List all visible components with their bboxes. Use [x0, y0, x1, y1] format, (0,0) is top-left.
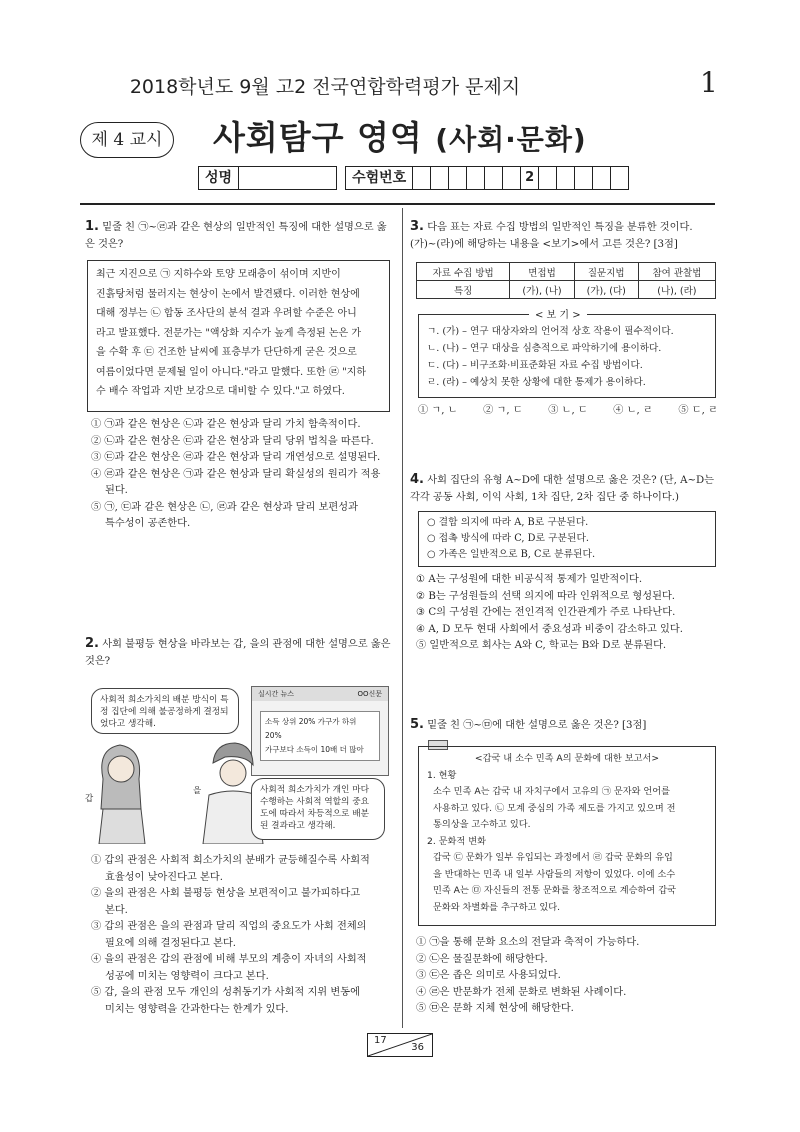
- q4-option[interactable]: ① A는 구성원에 대한 비공식적 통제가 일반적이다.: [416, 574, 643, 585]
- name-label: 성명: [198, 166, 239, 190]
- q5-option[interactable]: ③ ㉢은 좁은 의미로 사용되었다.: [416, 970, 561, 981]
- news-tag: 실시간 뉴스: [258, 690, 295, 698]
- period-badge: 제 4 교시: [80, 122, 174, 158]
- q4-options: [416, 572, 721, 655]
- q3-option[interactable]: ① ㄱ, ㄴ: [418, 405, 458, 416]
- q5-section-2: 2. 문화적 변화: [427, 835, 486, 847]
- news-headline-2: 가구보다 소득이 10배 더 많아: [265, 745, 364, 754]
- q5-number: 5.: [410, 717, 424, 732]
- table-header: 질문지법: [574, 263, 638, 281]
- q1-passage-line: 을 수확 후 ㉢ 건조한 날씨에 표층부가 단단하게 굳은 것으로: [96, 347, 357, 358]
- q5-option[interactable]: ① ㉠을 통해 문화 요소의 전달과 축적이 가능하다.: [416, 937, 640, 948]
- exam-no-cell[interactable]: [503, 166, 521, 190]
- q1-stem: [85, 218, 393, 253]
- q3-bogi-box: [418, 310, 716, 398]
- exam-no-cell[interactable]: [611, 166, 629, 190]
- q2-options: [91, 853, 396, 1018]
- q1-option[interactable]: ⑤ ㉠, ㉢과 같은 현상은 ㉡, ㉣과 같은 현상과 달리 보편성과: [91, 501, 358, 513]
- candidate-info-row: [198, 166, 629, 190]
- q2-option-cont: 효율성이 낮아진다고 본다.: [105, 871, 223, 883]
- exam-no-cell[interactable]: [557, 166, 575, 190]
- exam-no-cell[interactable]: [449, 166, 467, 190]
- name-field[interactable]: [239, 166, 337, 190]
- q5-report-box: [418, 746, 716, 926]
- q1-option[interactable]: ① ㉠과 같은 현상은 ㉡과 같은 현상과 달리 가치 함축적이다.: [91, 419, 361, 430]
- q1-passage-box: [87, 260, 390, 412]
- q5-sec2-line: 민족 A는 ㉤ 자신들의 전통 문화를 창조적으로 계승하여 갑국: [433, 885, 676, 896]
- table-header: 자료 수집 방법: [417, 263, 510, 281]
- exam-title: 2018학년도 9월 고2 전국연합학력평가 문제지: [129, 76, 521, 98]
- q3-number: 3.: [410, 219, 424, 234]
- q4-stem-text: 사회 집단의 유형 A~D에 대한 설명으로 옳은 것은? (단, A~D는 각각 공동 사회, 이익 사회, 1차 집단, 2차 집단 중 하나이다.): [410, 475, 714, 503]
- q2-option[interactable]: ⑤ 갑, 을의 관점 모두 개인의 성취동기가 사회적 지위 변동에: [91, 987, 360, 998]
- q3-bogi-item: ㄷ. (다) – 비구조화·비표준화된 자료 수집 방법이다.: [427, 360, 643, 371]
- subject-main: 사회탐구 영역: [213, 118, 423, 157]
- q1-options: [91, 417, 396, 533]
- q5-sec1-line: 통의상을 고수하고 있다.: [433, 819, 531, 830]
- q5-stem-text: 밑줄 친 ㉠~㉤에 대한 설명으로 옳은 것은? [3점]: [427, 720, 647, 731]
- q4-condition: ○ 접촉 방식에 따라 C, D로 구분된다.: [427, 533, 590, 544]
- subject-title: [213, 112, 587, 159]
- q3-stem-text: 다음 표는 자료 수집 방법의 일반적인 특징을 분류한 것이다. (가)~(라)에 해당하는 내용을 <보기>에서 고른 것은? [3점]: [410, 222, 693, 250]
- q5-option[interactable]: ⑤ ㉤은 문화 지체 현상에 해당한다.: [416, 1003, 574, 1014]
- person-gap-icon: [99, 745, 145, 844]
- q4-option[interactable]: ③ C의 구성원 간에는 전인격적 인간관계가 주로 나타난다.: [416, 607, 676, 618]
- q4-condition: ○ 결합 의지에 따라 A, B로 구분된다.: [427, 517, 589, 528]
- q4-number: 4.: [410, 472, 424, 487]
- exam-no-cell[interactable]: [593, 166, 611, 190]
- exam-no-cell[interactable]: [467, 166, 485, 190]
- q5-sec1-line: 소수 민족 A는 갑국 내 자치구에서 고유의 ㉠ 문자와 언어를: [433, 786, 671, 797]
- table-cell: (나), (라): [638, 281, 715, 299]
- header-rule: [80, 203, 715, 205]
- q1-passage-line: 라고 발표했다. 전문가는 "액상화 지수가 높게 측정된 논은 가: [96, 327, 362, 339]
- exam-no-cell[interactable]: [575, 166, 593, 190]
- label-gap: 갑: [85, 794, 94, 804]
- page-number: 1: [700, 66, 718, 99]
- q4-option[interactable]: ② B는 구성원들의 선택 의지에 따라 인위적으로 형성된다.: [416, 590, 676, 602]
- q5-sec2-line: 문화와 차별화를 추구하고 있다.: [433, 901, 561, 913]
- label-eul: 을: [193, 786, 202, 796]
- exam-no-cell[interactable]: [413, 166, 431, 190]
- exam-no-cell[interactable]: [485, 166, 503, 190]
- q2-option-cont: 미치는 영향력을 간과한다는 한계가 있다.: [105, 1003, 289, 1015]
- table-cell: (가), (다): [574, 281, 638, 299]
- q2-option[interactable]: ③ 갑의 관점은 을의 관점과 달리 직업의 중요도가 사회 전체의: [91, 921, 367, 932]
- q4-option[interactable]: ⑤ 일반적으로 회사는 A와 C, 학교는 B와 D로 분류된다.: [416, 640, 667, 651]
- news-paper: OO신문: [357, 690, 382, 698]
- q1-passage-line: 여름이었다면 문제될 일이 아니다."라고 말했다. 또한 ㉣ "지하: [96, 366, 366, 378]
- table-cell: (가), (나): [510, 281, 574, 299]
- q5-sec2-line: 을 반대하는 민족 내 일부 사람들의 저항이 있었다. 이에 소수: [433, 868, 676, 880]
- q3-options: [418, 403, 718, 420]
- q3-option[interactable]: ③ ㄴ, ㄷ: [548, 405, 588, 416]
- q3-bogi-item: ㄹ. (라) – 예상치 못한 상황에 대한 통제가 용이하다.: [427, 377, 646, 388]
- q2-option-cont: 본다.: [105, 904, 128, 916]
- q2-number: 2.: [85, 636, 99, 651]
- q2-option-cont: 성공에 미치는 영향력이 크다고 본다.: [105, 970, 269, 982]
- table-header: 참여 관찰법: [638, 263, 715, 281]
- subject-sub: (사회·문화): [435, 123, 587, 156]
- q3-bogi-title: < 보 기 >: [529, 307, 587, 324]
- q1-option-cont: 특수성이 공존한다.: [105, 518, 191, 529]
- q5-options: [416, 935, 721, 1018]
- exam-no-label: 수험번호: [345, 166, 413, 190]
- q3-method-table: [416, 262, 716, 299]
- q2-stem: [85, 635, 393, 670]
- q1-stem-text: 밑줄 친 ㉠~㉣과 같은 현상의 일반적인 특징에 대한 설명으로 옳은 것은?: [85, 222, 387, 250]
- q3-bogi-item: ㄱ. (가) – 연구 대상자와의 언어적 상호 작용이 필수적이다.: [427, 326, 674, 337]
- table-header: 면접법: [510, 263, 574, 281]
- exam-no-fixed-digit: 2: [521, 166, 539, 190]
- page-counter-current: 17: [374, 1035, 387, 1046]
- q4-conditions-box: [418, 511, 716, 567]
- q3-option[interactable]: ⑤ ㄷ, ㄹ: [678, 405, 718, 416]
- q4-condition: ○ 가족은 일반적으로 B, C로 분류된다.: [427, 549, 596, 560]
- q5-section-1: 1. 현황: [427, 769, 457, 781]
- exam-no-cell[interactable]: [539, 166, 557, 190]
- q1-option[interactable]: ② ㉡과 같은 현상은 ㉢과 같은 현상과 달리 당위 법칙을 따른다.: [91, 435, 374, 447]
- q2-option[interactable]: ④ 을의 관점은 갑의 관점에 비해 부모의 계층이 자녀의 사회적: [91, 954, 367, 965]
- q2-option[interactable]: ② 을의 관점은 사회 불평등 현상을 보편적이고 불가피하다고: [91, 888, 361, 899]
- column-divider: [402, 208, 403, 1028]
- q4-option[interactable]: ④ A, D 모두 현대 사회에서 중요성과 비중이 감소하고 있다.: [416, 623, 683, 635]
- q2-option-cont: 필요에 의해 결정된다고 본다.: [105, 937, 237, 949]
- q1-passage-line: 최근 지진으로 ㉠ 지하수와 토양 모래층이 섞이며 지반이: [96, 269, 341, 280]
- q3-bogi-item: ㄴ. (나) – 연구 대상을 심층적으로 파악하기에 용이하다.: [427, 343, 662, 354]
- q1-passage-line: 진흙탕처럼 물러지는 현상이 논에서 발견됐다. 이러한 현상에: [96, 288, 360, 300]
- q2-option[interactable]: ① 갑의 관점은 사회적 희소가치의 분배가 균등해질수록 사회적: [91, 855, 370, 866]
- q5-sec2-line: 갑국 ㉢ 문화가 일부 유입되는 과정에서 ㉣ 갑국 문화의 유입: [433, 852, 673, 863]
- q1-option[interactable]: ④ ㉣과 같은 현상은 ㉠과 같은 현상과 달리 확실성의 원리가 적용: [91, 468, 381, 480]
- q2-stem-text: 사회 불평등 현상을 바라보는 갑, 을의 관점에 대한 설명으로 옳은 것은?: [85, 639, 391, 667]
- page-counter-total: 36: [411, 1042, 424, 1053]
- page-counter: [367, 1033, 433, 1057]
- q4-stem: [410, 471, 720, 506]
- bubble-eul: 사회적 희소가치가 개인 마다 수행하는 사회적 역할의 중요도에 따라서 차등적으로 배분된 결과라고 생각해.: [251, 778, 385, 840]
- q5-option[interactable]: ④ ㉣은 반문화가 전체 문화로 변화된 사례이다.: [416, 986, 627, 998]
- q1-passage-line: 수 배수 작업과 지반 보강으로 대비할 수 있다."고 하였다.: [96, 386, 345, 397]
- exam-no-cell[interactable]: [431, 166, 449, 190]
- q5-sec1-line: 사용하고 있다. ㉡ 모계 중심의 가족 제도를 가지고 있으며 전: [433, 802, 676, 814]
- q1-number: 1.: [85, 219, 99, 234]
- q2-illustration: [85, 684, 395, 844]
- q5-report-title: <갑국 내 소수 민족 A의 문화에 대한 보고서>: [474, 753, 660, 764]
- bubble-gap: 사회적 희소가치의 배분 방식이 특정 집단에 의해 불공정하게 결정되었다고 생각해.: [91, 688, 239, 734]
- q1-passage-line: 대해 정부는 ㉡ 합동 조사단의 분석 결과 우려할 수준은 아니: [96, 308, 357, 319]
- q1-option-cont: 된다.: [105, 485, 128, 496]
- q5-option[interactable]: ② ㉡은 물질문화에 해당한다.: [416, 953, 548, 965]
- q1-option[interactable]: ③ ㉢과 같은 현상은 ㉣과 같은 현상과 달리 개연성으로 설명된다.: [91, 452, 381, 463]
- q3-stem: [410, 218, 720, 253]
- q3-option[interactable]: ④ ㄴ, ㄹ: [613, 405, 653, 416]
- news-headline-1: 소득 상위 20% 가구가 하위 20%: [265, 717, 357, 740]
- q3-option[interactable]: ② ㄱ, ㄷ: [483, 405, 523, 416]
- table-cell: 특징: [417, 281, 510, 299]
- q5-stem: [410, 716, 720, 734]
